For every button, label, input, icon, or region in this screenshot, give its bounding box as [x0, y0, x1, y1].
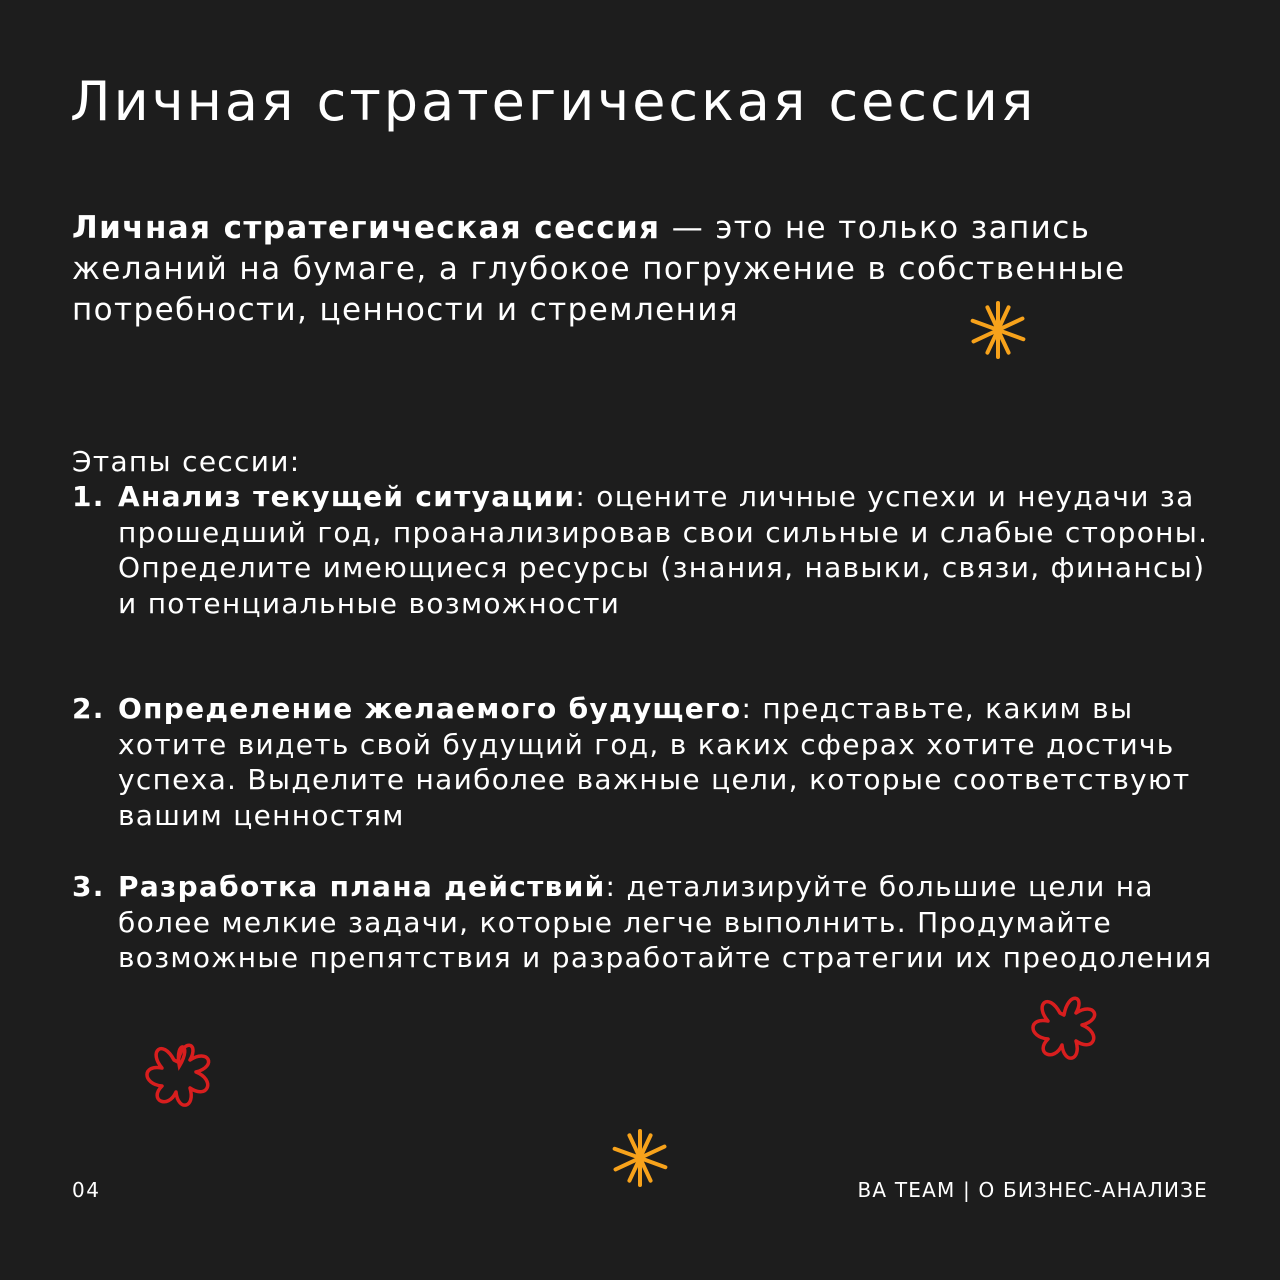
stage-item-3	[72, 869, 1222, 976]
stages-heading: Этапы сессии:	[72, 445, 301, 478]
intro-bold: Личная стратегическая сессия	[72, 210, 661, 246]
intro-paragraph	[72, 208, 1222, 331]
stage-number: 1.	[72, 480, 105, 513]
page-number: 04	[72, 1178, 101, 1202]
intro-text: — это не только запись желаний на бумаге, а глубокое погружение в собственные потребности, ценности и стремления	[72, 210, 1126, 328]
stage-title: Определение желаемого будущего	[118, 692, 742, 725]
asterisk-star-icon	[966, 298, 1030, 362]
stage-title: Разработка плана действий	[118, 870, 606, 903]
stage-title: Анализ текущей ситуации	[118, 480, 576, 513]
stage-text: : представьте, каким вы хотите видеть свой будущий год, в каких сферах хотите достичь успеха. Выделите наиболее важные цели, которые соответствуют вашим ценностям	[118, 692, 1191, 832]
page-title: Личная стратегическая сессия	[70, 70, 1037, 133]
stage-number: 2.	[72, 692, 105, 725]
stage-text: : детализируйте большие цели на более мелкие задачи, которые легче выполнить. Продумайте возможные препятствия и разработайте стратегии их преодоления	[118, 870, 1213, 974]
stage-number: 3.	[72, 870, 105, 903]
stage-item-1	[72, 479, 1222, 621]
brand-label: BA TEAM | О БИЗНЕС-АНАЛИЗЕ	[857, 1178, 1208, 1202]
asterisk-star-icon	[608, 1126, 672, 1190]
stage-item-2	[72, 691, 1222, 833]
flower-outline-icon	[138, 1034, 218, 1114]
flower-outline-icon	[1024, 987, 1104, 1067]
stage-text: : оцените личные успехи и неудачи за прошедший год, проанализировав свои сильные и слабые стороны. Определите имеющиеся ресурсы (знания, навыки, связи, финансы) и потенциальные возможности	[118, 480, 1209, 620]
